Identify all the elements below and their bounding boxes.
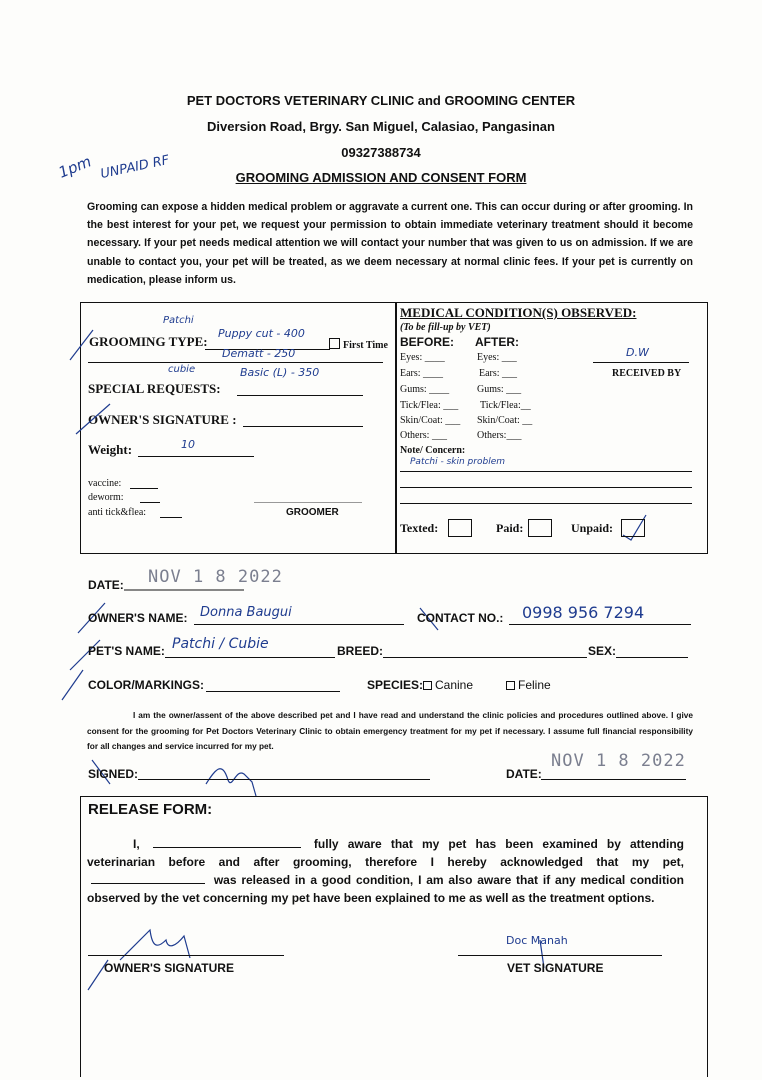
note-hand: Patchi - skin problem: [410, 457, 505, 467]
signed-label: SIGNED:: [88, 767, 139, 781]
hand-grooming-line2: Dematt - 250: [222, 347, 296, 360]
clinic-name: PET DOCTORS VETERINARY CLINIC and GROOMING CENTER: [186, 93, 576, 108]
feline-checkbox[interactable]: [506, 681, 515, 690]
consent-date-line[interactable]: [541, 779, 686, 780]
deworm-label: deworm:: [88, 492, 124, 503]
hand-pet1: Patchi: [163, 315, 194, 326]
before-others-label: Others:: [400, 430, 430, 441]
after-tick: Tick/Flea:__: [480, 400, 531, 411]
owner-name-hand: Donna Baugui: [200, 605, 292, 620]
after-ears-label: Ears:: [479, 368, 500, 379]
owner-name-line[interactable]: [194, 624, 404, 625]
signature-scribble-1: [206, 769, 256, 796]
after-others: Others:___: [477, 430, 522, 441]
paid-checkbox[interactable]: [528, 519, 552, 537]
contact-label: CONTACT NO.:: [417, 611, 504, 625]
date-label: DATE:: [88, 578, 124, 592]
release-paragraph: [87, 835, 684, 907]
medical-subtitle: (To be fill-up by VET): [400, 322, 491, 333]
handwritten-time: 1pm: [55, 152, 94, 182]
release-i: I,: [133, 837, 140, 851]
grooming-type-label: GROOMING TYPE:: [89, 334, 208, 349]
hand-grooming-line3: Basic (L) - 350: [240, 366, 320, 379]
hand-grooming-line1: Puppy cut - 400: [218, 327, 305, 340]
unpaid-checkbox[interactable]: [621, 519, 645, 537]
hand-weight: 10: [181, 438, 195, 451]
contact-line[interactable]: [509, 624, 691, 625]
after-ears: Ears: ___: [479, 368, 518, 379]
after-label: AFTER:: [475, 335, 519, 349]
before-gums: Gums: ____: [400, 384, 450, 395]
vet-sig-line[interactable]: [458, 955, 662, 956]
vet-sig-hand: Doc Manah: [506, 934, 568, 947]
pet-name-hand: Patchi / Cubie: [172, 636, 269, 652]
after-others-label: Others:: [477, 430, 507, 441]
after-skin: Skin/Coat: __: [477, 415, 533, 426]
special-requests-label: SPECIAL REQUESTS:: [88, 381, 221, 396]
release-text-1: fully aware that my pet has been examined by attending veterinarian before and after grooming, therefore I hereby acknowledged that my pet,: [87, 837, 684, 869]
species-label: SPECIES:: [367, 678, 424, 692]
before-tick: Tick/Flea: ___: [400, 400, 459, 411]
form-title-text: GROOMING ADMISSION AND CONSENT FORM: [235, 170, 527, 185]
canine-label: Canine: [435, 678, 474, 692]
color-line[interactable]: [206, 691, 340, 692]
after-gums-label: Gums:: [477, 384, 504, 395]
release-owner-sig-label: OWNER'S SIGNATURE: [104, 961, 234, 975]
slash-color: [62, 670, 83, 700]
received-by-line[interactable]: [593, 362, 689, 363]
received-by-label: RECEIVED BY: [612, 368, 682, 379]
release-title: RELEASE FORM:: [88, 801, 213, 818]
after-gums: Gums: ___: [477, 384, 522, 395]
release-pet-blank[interactable]: [91, 871, 205, 884]
consent-date-label: DATE:: [506, 767, 542, 781]
anti-tick-label: anti tick&flea:: [88, 507, 147, 518]
unpaid-label: Unpaid:: [571, 521, 614, 535]
hand-pet2: cubie: [168, 364, 196, 375]
pet-name-label: PET'S NAME:: [88, 644, 165, 658]
before-ears-label: Ears:: [400, 368, 421, 379]
before-others: Others: ___: [400, 430, 447, 441]
before-gums-label: Gums:: [400, 384, 427, 395]
owner-signature-label: OWNER'S SIGNATURE :: [88, 412, 237, 427]
vet-sig-label: VET SIGNATURE: [507, 961, 604, 975]
vaccine-label: vaccine:: [88, 478, 122, 489]
after-skin-label: Skin/Coat:: [477, 415, 520, 426]
note-label: Note/ Concern:: [400, 445, 466, 456]
slash-owner-signature: [76, 404, 110, 434]
before-ears: Ears: ____: [400, 368, 444, 379]
canine-option[interactable]: [423, 678, 473, 692]
before-label: BEFORE:: [400, 335, 454, 349]
clinic-address: Diversion Road, Brgy. San Miguel, Calasiao, Pangasinan: [207, 119, 555, 134]
note-line-1[interactable]: [400, 471, 692, 472]
before-tick-label: Tick/Flea:: [400, 400, 441, 411]
release-owner-sig-line[interactable]: [88, 955, 284, 956]
note-line-3[interactable]: [400, 503, 692, 504]
feline-label: Feline: [518, 678, 551, 692]
release-owner-blank[interactable]: [153, 835, 301, 848]
after-tick-label: Tick/Flea:: [480, 400, 521, 411]
before-skin-label: Skin/Coat:: [400, 415, 443, 426]
canine-checkbox[interactable]: [423, 681, 432, 690]
paid-label: Paid:: [496, 521, 524, 535]
medical-title: MEDICAL CONDITION(S) OBSERVED:: [400, 305, 637, 320]
received-by-hand: D.W: [626, 346, 649, 359]
consent-date-stamp: NOV 1 8 2022: [551, 751, 686, 771]
sex-line[interactable]: [616, 657, 688, 658]
after-eyes-label: Eyes:: [477, 352, 500, 363]
clinic-phone: 09327388734: [341, 145, 421, 160]
feline-option[interactable]: [506, 678, 551, 692]
handwritten-status: UNPAID RF: [99, 152, 171, 183]
after-eyes: Eyes: ___: [477, 352, 517, 363]
owner-name-label: OWNER'S NAME:: [88, 611, 188, 625]
contact-hand: 0998 956 7294: [522, 603, 645, 622]
groomer-label: GROOMER: [286, 507, 339, 518]
pet-name-line[interactable]: [165, 657, 335, 658]
intro-paragraph: Grooming can expose a hidden medical problem or aggravate a current one. This can occur during or after grooming. In the best interest for your pet, we request your permission to obtain immediate veterinary treatment should it become necessary. If your pet needs medical attention we will contact your number that was given to us on admission. If we are unable to contact you, your pet will be treated, as we deem necessary at normal clinic fees. If your pet is currently on medication, please inform us.: [87, 201, 693, 286]
texted-label: Texted:: [400, 521, 439, 535]
before-eyes: Eyes: ____: [400, 352, 445, 363]
release-text-2: was released in a good condition, I am also aware that if any medical condition observed by the vet concerning my pet have been explained to me as well as the treatment options.: [87, 873, 685, 905]
breed-label: BREED:: [337, 644, 384, 658]
date-stamp: NOV 1 8 2022: [148, 567, 283, 587]
consent-paragraph: I am the owner/assent of the above described pet and I have read and understand the clinic policies and procedures outlined above. I give consent for the grooming for Pet Doctors Veterinary Clinic to obtain emergency treatment for my pet if necessary. I assume full financial responsibility for all changes and service incurred for my pet.: [87, 710, 693, 751]
signed-line[interactable]: [138, 779, 430, 780]
texted-checkbox[interactable]: [448, 519, 472, 537]
weight-label: Weight:: [88, 442, 133, 457]
breed-line[interactable]: [383, 657, 587, 658]
sex-label: SEX:: [588, 644, 617, 658]
color-label: COLOR/MARKINGS:: [88, 678, 204, 692]
slash-grooming-type: [70, 330, 93, 360]
note-line-2[interactable]: [400, 487, 692, 488]
before-skin: Skin/Coat: ___: [400, 415, 461, 426]
first-time-label: First Time: [343, 340, 388, 351]
before-eyes-label: Eyes:: [400, 352, 423, 363]
